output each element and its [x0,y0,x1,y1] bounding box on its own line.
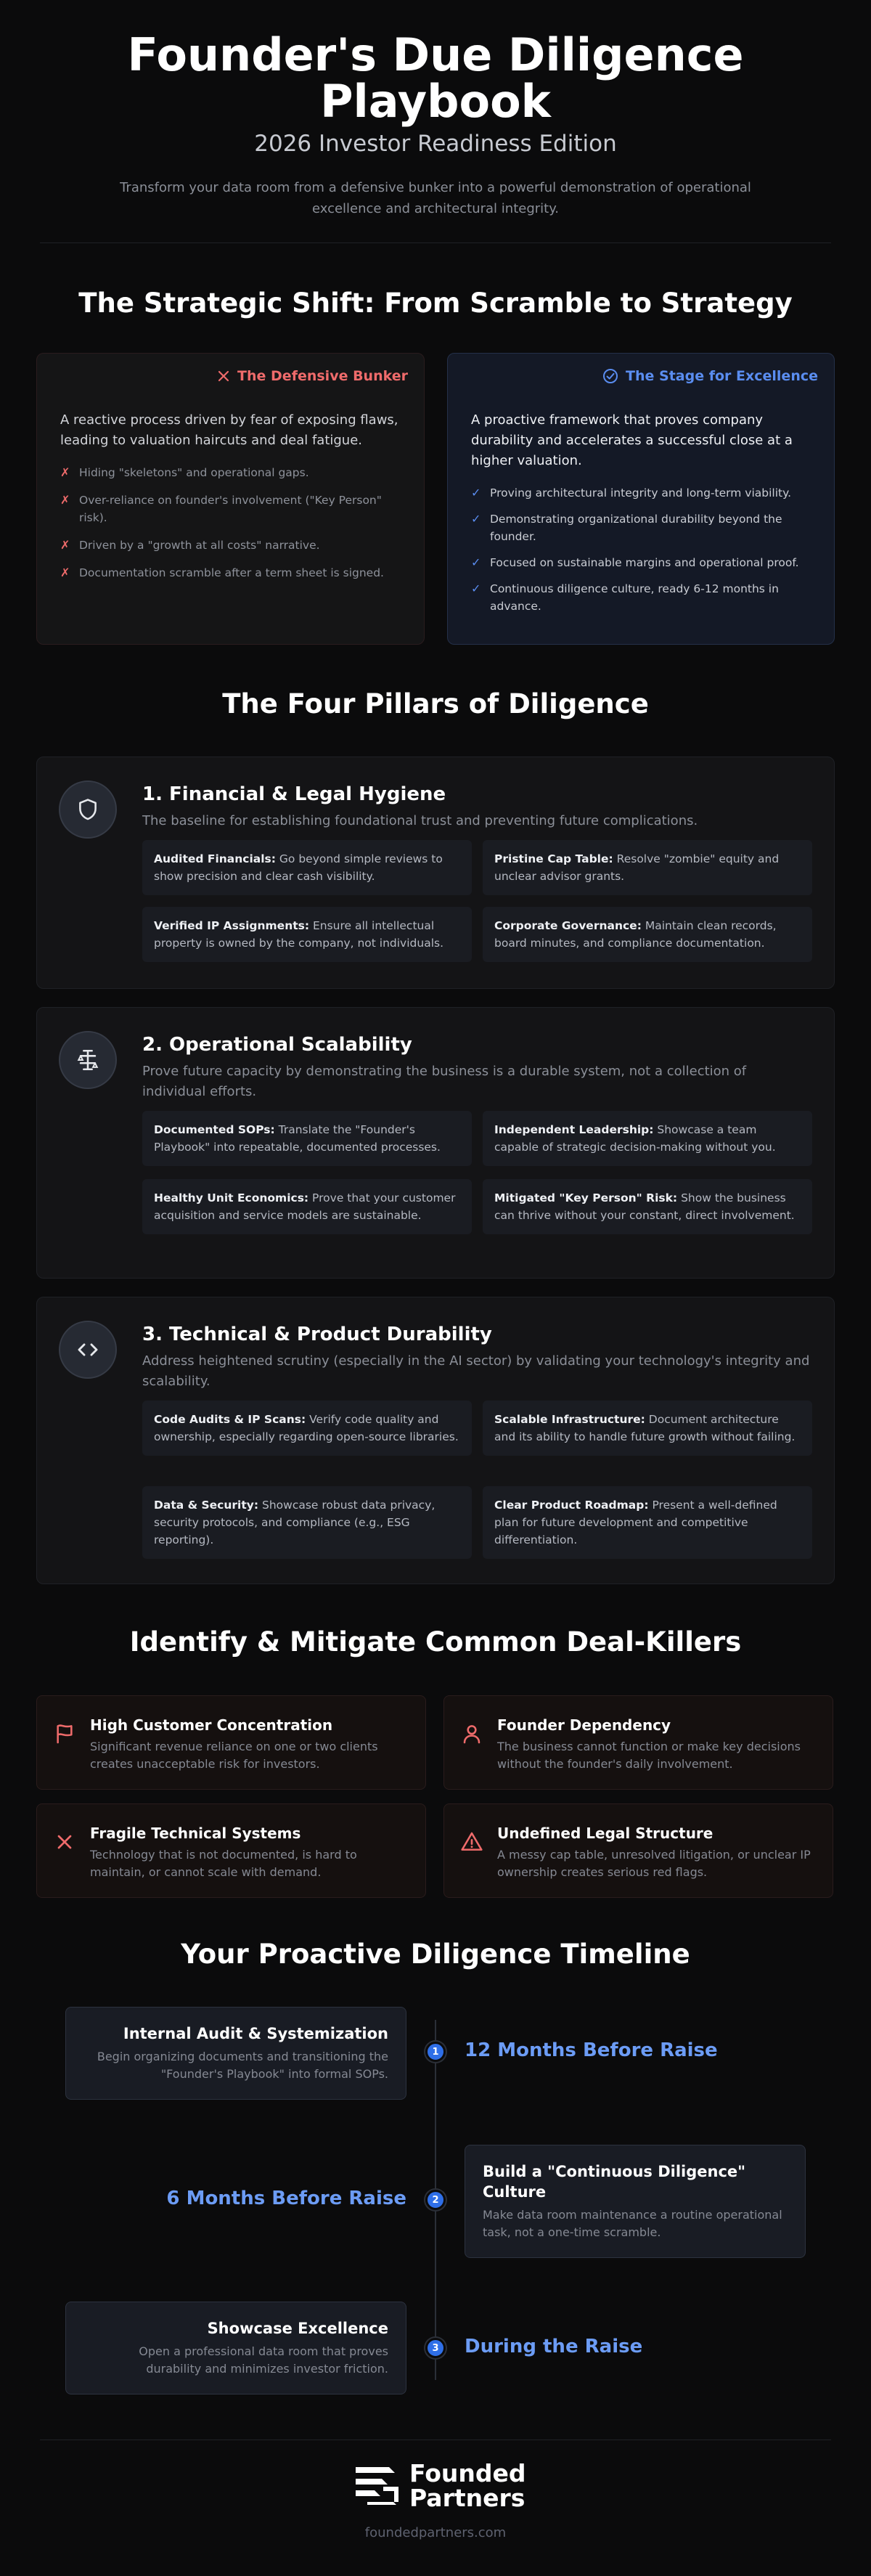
dealkiller-desc: The business cannot function or make key decisions without the founder's daily involvement. [497,1740,801,1771]
timeline-dot: 3 [425,2338,446,2358]
bunker-card-desc: A reactive process driven by fear of exposing flaws, leading to valuation haircuts and deal fatigue. [60,412,398,448]
pillar-tile: Verified IP Assignments: Ensure all intellectual property is owned by the company, not individuals. [142,907,472,962]
timeline-dot: 2 [425,2190,446,2210]
title-line-1: Founder's Due Diligence [127,28,744,81]
dealkiller-desc: Technology that is not documented, is hard to maintain, or cannot scale with demand. [90,1848,357,1879]
timeline-when-label: 12 Months Before Raise [465,2039,718,2061]
dealkiller-desc: A messy cap table, unresolved litigation, or unclear IP ownership creates serious red flags. [497,1848,811,1879]
divider [40,242,831,243]
stage-list [471,484,814,624]
timeline-when-label: During the Raise [465,2336,643,2357]
title-line-2: Playbook [320,75,551,128]
pillar-operational-scalability [36,1007,835,1279]
bunker-card-title: The Defensive Bunker [237,368,408,384]
list-item: ✗ Hiding "skeletons" and operational gaps. [60,464,404,481]
brand-line-1: Founded [409,2459,526,2487]
check-icon: ✓ [471,555,481,569]
pillar-tile: Scalable Infrastructure: Document architecture and its ability to handle future growth without failing. [483,1401,812,1456]
dealkiller-card [36,1803,426,1898]
pillar-desc: The baseline for establishing foundational trust and preventing future complications. [142,813,698,828]
shield-icon [59,780,117,839]
pillar-title: 1. Financial & Legal Hygiene [142,783,446,805]
pillar-technical-durability [36,1297,835,1584]
pillar-tile: Corporate Governance: Maintain clean records, board minutes, and compliance documentation. [483,907,812,962]
list-item: ✓ Focused on sustainable margins and operational proof. [471,554,814,571]
defensive-bunker-card [36,353,425,645]
timeline-step-desc: Open a professional data room that proves durability and minimizes investor friction. [139,2344,388,2376]
page-title [0,28,871,128]
stage-card-header [602,368,818,384]
pillar-tile: Mitigated "Key Person" Risk: Show the business can thrive without your constant, direct involvement. [483,1179,812,1234]
dealkiller-card [443,1695,833,1790]
pillar-tile: Pristine Cap Table: Resolve "zombie" equity and unclear advisor grants. [483,840,812,895]
stage-card-desc: A proactive framework that proves company durability and accelerates a successful close at a higher valuation. [471,412,793,468]
list-item: ✓ Continuous diligence culture, ready 6-12 months in advance. [471,582,779,613]
list-item: ✗ Documentation scramble after a term sheet is signed. [60,564,404,582]
pillar-desc: Prove future capacity by demonstrating the business is a durable system, not a collection of individual efforts. [142,1064,747,1099]
list-item: ✓ Proving architectural integrity and long-term viability. [471,484,814,502]
check-icon: ✓ [471,582,481,595]
stage-excellence-card [447,353,835,645]
timeline-step-desc: Make data room maintenance a routine operational task, not a one-time scramble. [483,2208,782,2239]
x-mark-icon: ✗ [60,493,70,507]
bunker-card-header [217,368,408,384]
close-icon [217,370,230,383]
pillar-tile: Code Audits & IP Scans: Verify code quality and ownership, especially regarding open-source libraries. [142,1401,472,1456]
footer-brand [409,2461,526,2511]
founded-partners-logo-icon [353,2463,399,2509]
timeline-heading: Your Proactive Diligence Timeline [181,1939,690,1970]
timeline-step-card [465,2145,806,2258]
pillar-financial-legal [36,757,835,989]
user-icon [460,1722,483,1745]
timeline-step-card [65,2302,406,2394]
dealkiller-desc: Significant revenue reliance on one or two clients creates unacceptable risk for investors. [90,1740,378,1771]
stage-card-title: The Stage for Excellence [626,368,818,384]
pillar-tile: Clear Product Roadmap: Present a well-defined plan for future development and competitive differentiation. [483,1486,812,1559]
check-circle-icon [602,368,618,384]
warning-icon [460,1830,483,1854]
pillars-heading: The Four Pillars of Diligence [222,688,649,720]
timeline-step-title: Build a "Continuous Diligence" Culture [483,2163,746,2201]
x-mark-icon: ✗ [60,538,70,552]
balance-icon [59,1031,117,1089]
page-subtitle: 2026 Investor Readiness Edition [254,131,617,157]
dealkiller-title: Founder Dependency [497,1716,671,1734]
list-item: ✗ Over-reliance on founder's involvement ("Key Person" risk). [60,493,382,524]
shift-heading: The Strategic Shift: From Scramble to Strategy [78,288,793,319]
pillar-desc: Address heightened scrutiny (especially in the AI sector) by validating your technology's integrity and scalability. [142,1353,810,1389]
bunker-list [60,464,404,592]
pillar-title: 2. Operational Scalability [142,1034,412,1056]
intro-text: Transform your data room from a defensive bunker into a powerful demonstration of operational excellence and architectural integrity. [120,180,751,216]
timeline-step-desc: Begin organizing documents and transitioning the "Founder's Playbook" into formal SOPs. [97,2050,388,2081]
x-mark-icon: ✗ [60,566,70,579]
timeline-step-card [65,2007,406,2100]
code-icon [59,1321,117,1379]
timeline-step-title: Showcase Excellence [207,2320,388,2337]
list-item: ✓ Demonstrating organizational durability beyond the founder. [471,512,782,543]
close-icon [53,1830,76,1854]
footer-website-link[interactable]: foundedpartners.com [364,2525,507,2540]
pillar-tile: Independent Leadership: Showcase a team capable of strategic decision-making without you. [483,1111,812,1166]
dealkiller-card [443,1803,833,1898]
flag-icon [53,1722,76,1745]
timeline-when-label: 6 Months Before Raise [166,2188,406,2209]
dealkiller-title: Fragile Technical Systems [90,1825,301,1842]
check-icon: ✓ [471,486,481,500]
check-icon: ✓ [471,512,481,526]
dealkiller-title: High Customer Concentration [90,1716,333,1734]
pillar-tile: Audited Financials: Go beyond simple reviews to show precision and clear cash visibility. [142,840,472,895]
dealkillers-heading: Identify & Mitigate Common Deal-Killers [129,1626,742,1658]
pillar-tile: Data & Security: Showcase robust data privacy, security protocols, and compliance (e.g., ESG reporting). [142,1486,472,1559]
pillar-tile: Healthy Unit Economics: Prove that your customer acquisition and service models are sustainable. [142,1179,472,1234]
pillar-title: 3. Technical & Product Durability [142,1324,492,1345]
x-mark-icon: ✗ [60,465,70,479]
timeline-step-title: Internal Audit & Systemization [123,2025,388,2042]
dealkiller-title: Undefined Legal Structure [497,1825,713,1842]
list-item: ✗ Driven by a "growth at all costs" narrative. [60,537,404,554]
brand-line-2: Partners [409,2484,526,2512]
dealkiller-card [36,1695,426,1790]
pillar-tile: Documented SOPs: Translate the "Founder's Playbook" into repeatable, documented processes. [142,1111,472,1166]
timeline-dot: 1 [425,2042,446,2062]
